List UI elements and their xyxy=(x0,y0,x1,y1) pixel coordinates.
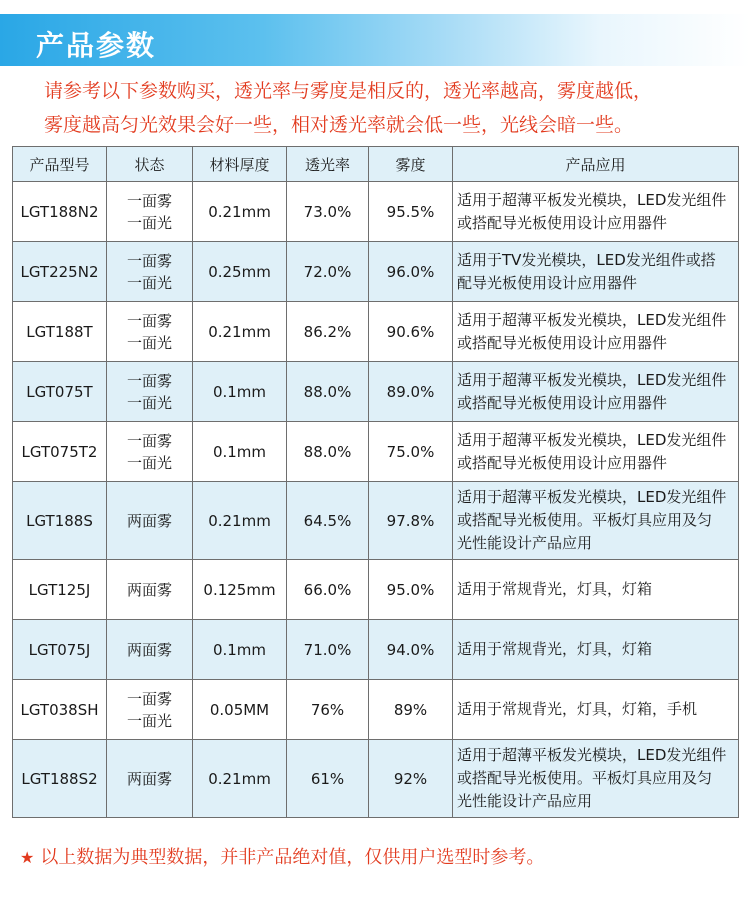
cell-transmittance: 88.0% xyxy=(287,362,369,422)
cell-thickness: 0.21mm xyxy=(193,482,287,560)
application-line: 适用于超薄平板发光模块，LED发光组件 xyxy=(457,370,727,389)
purchase-notice xyxy=(44,74,734,142)
cell-transmittance: 76% xyxy=(287,680,369,740)
cell-application xyxy=(453,482,739,560)
table-row xyxy=(13,362,739,422)
cell-haze: 89% xyxy=(369,680,453,740)
state-line: 两面雾 xyxy=(126,511,172,530)
state-line: 一面雾 xyxy=(126,689,172,708)
cell-application xyxy=(453,302,739,362)
cell-model: LGT125J xyxy=(13,560,107,620)
cell-state xyxy=(107,302,193,362)
cell-haze: 95.0% xyxy=(369,560,453,620)
application-line: 适用于常规背光，灯具，灯箱，手机 xyxy=(457,700,698,718)
cell-application xyxy=(453,242,739,302)
state-line: 一面雾 xyxy=(126,191,172,210)
cell-haze: 90.6% xyxy=(369,302,453,362)
table-row xyxy=(13,560,739,620)
state-line: 一面光 xyxy=(126,711,172,730)
application-line: 适用于超薄平板发光模块，LED发光组件 xyxy=(457,190,727,209)
cell-transmittance: 66.0% xyxy=(287,560,369,620)
notice-line-1: 请参考以下参数购买，透光率与雾度是相反的，透光率越高，雾度越低， xyxy=(44,80,653,102)
cell-model: LGT225N2 xyxy=(13,242,107,302)
cell-state xyxy=(107,482,193,560)
cell-transmittance: 72.0% xyxy=(287,242,369,302)
cell-thickness: 0.05MM xyxy=(193,680,287,740)
footnote-text: 以上数据为典型数据，并非产品绝对值，仅供用户选型时参考。 xyxy=(40,847,545,868)
state-line: 两面雾 xyxy=(126,640,172,659)
state-line: 一面光 xyxy=(126,453,172,472)
cell-model: LGT075J xyxy=(13,620,107,680)
cell-application xyxy=(453,620,739,680)
cell-transmittance: 86.2% xyxy=(287,302,369,362)
cell-model: LGT038SH xyxy=(13,680,107,740)
cell-transmittance: 73.0% xyxy=(287,182,369,242)
cell-model: LGT188N2 xyxy=(13,182,107,242)
application-line: 适用于常规背光，灯具，灯箱 xyxy=(457,640,653,658)
application-line: 适用于TV发光模块，LED发光组件或搭 xyxy=(457,250,716,269)
table-row xyxy=(13,740,739,818)
application-line: 或搭配导光板使用设计应用器件 xyxy=(457,333,668,352)
star-icon: ★ xyxy=(20,848,35,867)
table-row xyxy=(13,680,739,740)
cell-model: LGT188S xyxy=(13,482,107,560)
cell-thickness: 0.1mm xyxy=(193,362,287,422)
table-row xyxy=(13,182,739,242)
cell-thickness: 0.1mm xyxy=(193,620,287,680)
cell-model: LGT075T xyxy=(13,362,107,422)
application-line: 光性能设计产品应用 xyxy=(457,534,593,552)
application-line: 或搭配导光板使用设计应用器件 xyxy=(457,453,668,472)
cell-state xyxy=(107,680,193,740)
cell-application xyxy=(453,740,739,818)
table-header-row xyxy=(13,147,739,182)
header-model: 产品型号 xyxy=(13,147,107,182)
state-line: 一面光 xyxy=(126,393,172,412)
cell-transmittance: 64.5% xyxy=(287,482,369,560)
cell-model: LGT188T xyxy=(13,302,107,362)
cell-state xyxy=(107,620,193,680)
application-line: 适用于超薄平板发光模块，LED发光组件 xyxy=(457,746,727,764)
state-line: 两面雾 xyxy=(126,769,172,788)
state-line: 一面雾 xyxy=(126,251,172,270)
cell-thickness: 0.21mm xyxy=(193,740,287,818)
cell-model: LGT075T2 xyxy=(13,422,107,482)
application-line: 适用于超薄平板发光模块，LED发光组件 xyxy=(457,430,727,449)
table-row xyxy=(13,242,739,302)
cell-state xyxy=(107,422,193,482)
application-line: 配导光板使用设计应用器件 xyxy=(457,273,638,292)
state-line: 一面光 xyxy=(126,273,172,292)
cell-state xyxy=(107,740,193,818)
table-row xyxy=(13,620,739,680)
cell-haze: 94.0% xyxy=(369,620,453,680)
cell-application xyxy=(453,560,739,620)
cell-haze: 75.0% xyxy=(369,422,453,482)
table-row xyxy=(13,422,739,482)
table-body xyxy=(13,182,739,818)
application-line: 或搭配导光板使用。平板灯具应用及匀 xyxy=(457,511,713,529)
section-title: 产品参数 xyxy=(36,29,157,62)
state-line: 一面光 xyxy=(126,333,172,352)
table-row xyxy=(13,302,739,362)
cell-thickness: 0.25mm xyxy=(193,242,287,302)
cell-haze: 97.8% xyxy=(369,482,453,560)
header-thickness: 材料厚度 xyxy=(193,147,287,182)
cell-thickness: 0.125mm xyxy=(193,560,287,620)
cell-thickness: 0.21mm xyxy=(193,302,287,362)
cell-transmittance: 88.0% xyxy=(287,422,369,482)
footnote xyxy=(20,843,544,869)
cell-haze: 92% xyxy=(369,740,453,818)
product-spec-table xyxy=(12,146,739,818)
cell-state xyxy=(107,242,193,302)
header-state: 状态 xyxy=(107,147,193,182)
table-row xyxy=(13,482,739,560)
cell-application xyxy=(453,362,739,422)
cell-state xyxy=(107,182,193,242)
cell-application xyxy=(453,422,739,482)
cell-thickness: 0.21mm xyxy=(193,182,287,242)
application-line: 适用于常规背光，灯具，灯箱 xyxy=(457,580,653,598)
application-line: 或搭配导光板使用设计应用器件 xyxy=(457,213,668,232)
cell-application xyxy=(453,680,739,740)
cell-state xyxy=(107,560,193,620)
header-transmittance: 透光率 xyxy=(287,147,369,182)
application-line: 适用于超薄平板发光模块，LED发光组件 xyxy=(457,310,727,329)
state-line: 两面雾 xyxy=(126,580,172,599)
cell-transmittance: 61% xyxy=(287,740,369,818)
state-line: 一面雾 xyxy=(126,371,172,390)
application-line: 或搭配导光板使用。平板灯具应用及匀 xyxy=(457,769,713,787)
notice-line-2: 雾度越高匀光效果会好一些，相对透光率就会低一些，光线会暗一些。 xyxy=(44,114,634,136)
cell-transmittance: 71.0% xyxy=(287,620,369,680)
application-line: 光性能设计产品应用 xyxy=(457,792,593,810)
cell-state xyxy=(107,362,193,422)
header-application: 产品应用 xyxy=(453,147,739,182)
state-line: 一面雾 xyxy=(126,311,172,330)
cell-model: LGT188S2 xyxy=(13,740,107,818)
state-line: 一面光 xyxy=(126,213,172,232)
cell-haze: 89.0% xyxy=(369,362,453,422)
state-line: 一面雾 xyxy=(126,431,172,450)
application-line: 或搭配导光板使用设计应用器件 xyxy=(457,393,668,412)
header-haze: 雾度 xyxy=(369,147,453,182)
application-line: 适用于超薄平板发光模块，LED发光组件 xyxy=(457,488,727,506)
cell-haze: 96.0% xyxy=(369,242,453,302)
cell-haze: 95.5% xyxy=(369,182,453,242)
cell-thickness: 0.1mm xyxy=(193,422,287,482)
cell-application xyxy=(453,182,739,242)
